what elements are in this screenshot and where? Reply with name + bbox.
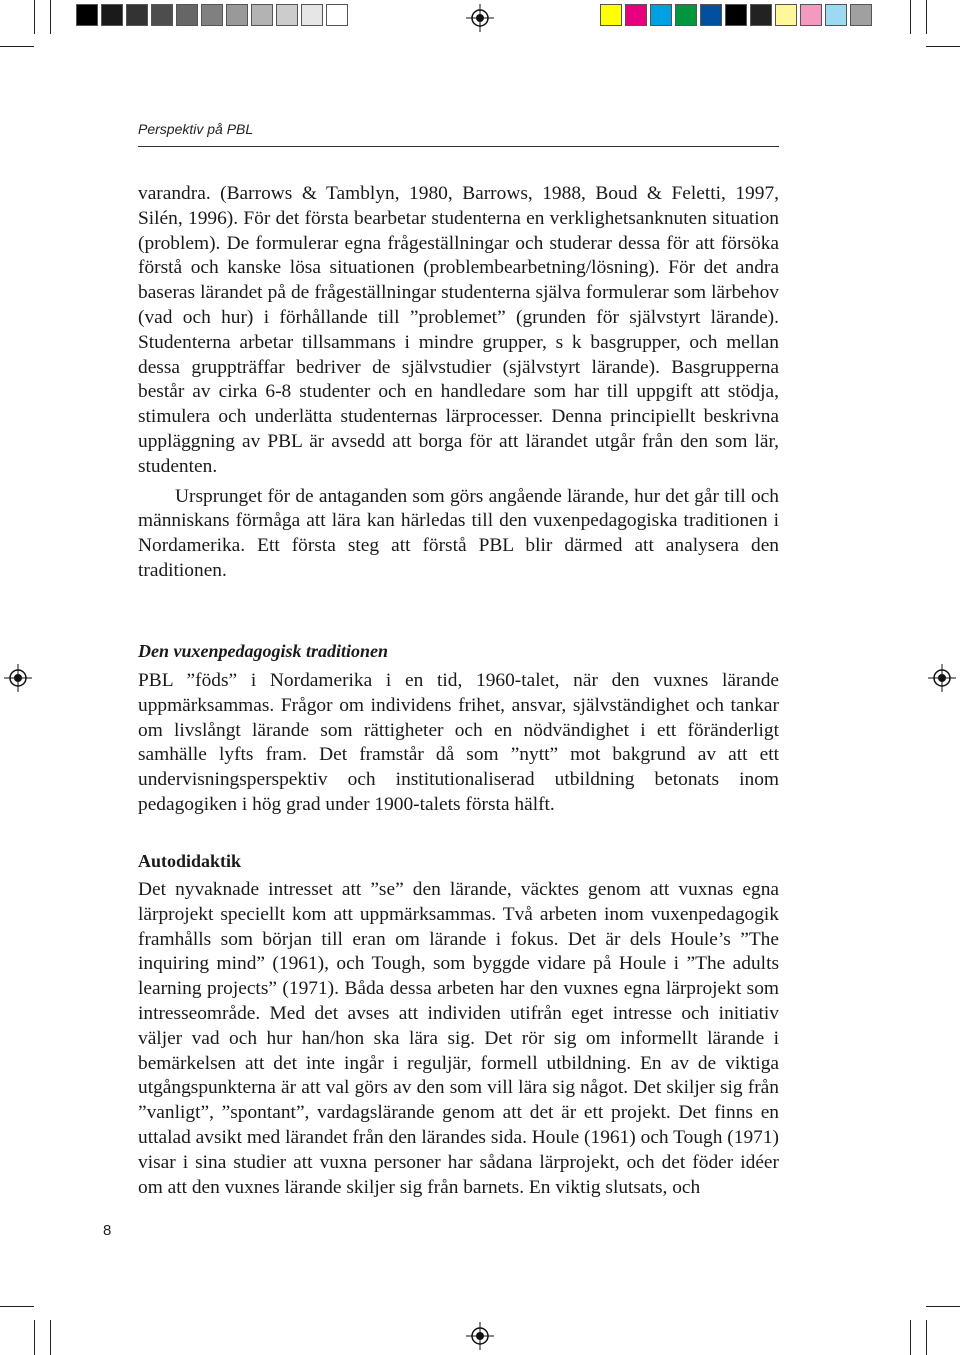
crop-mark [34, 0, 35, 34]
crop-mark [34, 1320, 35, 1355]
crop-mark [0, 46, 34, 47]
gray-swatch-bar [76, 4, 351, 26]
color-swatch [800, 4, 822, 26]
page-number: 8 [103, 1222, 112, 1239]
color-swatch [600, 4, 622, 26]
section-body-autodidaktik [138, 878, 779, 1200]
color-swatch [326, 4, 348, 26]
color-swatch [101, 4, 123, 26]
crop-mark [926, 1306, 960, 1307]
color-swatch [750, 4, 772, 26]
section-heading-vuxenpedagogisk: Den vuxenpedagogisk traditionen [138, 641, 389, 661]
color-swatch [301, 4, 323, 26]
color-swatch [625, 4, 647, 26]
registration-mark-icon [928, 664, 956, 692]
color-swatch [775, 4, 797, 26]
crop-mark [50, 1320, 51, 1355]
color-swatch [725, 4, 747, 26]
color-swatch-bar [600, 4, 875, 26]
color-swatch [151, 4, 173, 26]
crop-mark [926, 46, 960, 47]
crop-mark [0, 1306, 34, 1307]
color-swatch [201, 4, 223, 26]
color-swatch [276, 4, 298, 26]
running-head: Perspektiv på PBL [138, 121, 254, 137]
color-swatch [700, 4, 722, 26]
section-heading-autodidaktik: Autodidaktik [138, 851, 242, 871]
crop-mark [50, 0, 51, 34]
intro-text-block [138, 182, 779, 584]
color-swatch [76, 4, 98, 26]
section-paragraph: PBL ”föds” i Nordamerika i en tid, 1960-talet, när den vuxnes lärande uppmärksammas. Frågor om individens frihet, ansvar, självständighet och tankar om livslångt lärande som rättigheter och en nödvändighet i ett föränderligt samhälle lyfts fram. Det framstår då som ”nytt” mot bakgrund av att ett undervisningsperspektiv och institutionaliserad utbildning betonats inom pedagogiken i hög grad under 1900-talets första hälft. [138, 670, 779, 815]
color-swatch [675, 4, 697, 26]
registration-mark-icon [466, 4, 494, 32]
color-swatch [850, 4, 872, 26]
crop-mark [910, 0, 911, 34]
second-paragraph: Ursprunget för de antaganden som görs angående lärande, hur det går till och människans förmåga att lära kan härledas till den vuxenpedagogiska traditionen i Nordamerika. Ett första steg att förstå PBL blir därmed att analysera den traditionen. [138, 485, 779, 581]
intro-paragraph: varandra. (Barrows & Tamblyn, 1980, Barrows, 1988, Boud & Feletti, 1997, Silén, 1996). För det första bearbetar studenterna en verklighetsanknuten situation (problem). De formulerar egna frågeställningar och studerar dessa för att försöka förstå och kanske lösa situationen (problembearbetning/lösning). För det andra baseras lärandet på de frågeställningar studenterna själva formulerar som lärbehov (vad och hur) i förhållande till ”problemet” (grunden för självstyrt lärande). Studenterna arbetar tillsammans i mindre grupper, s k basgrupper, och mellan dessa gruppträffar bedriver de självstudier (självstyrt lärande). Basgrupperna består av cirka 6-8 studenter och en handledare som har till uppgift att stödja, stimulera och underlätta studenternas lärprocesser. Denna principiellt beskrivna uppläggning av PBL är avsedd att borga för att lärandet utgår från den som lär, studenten. [138, 183, 779, 477]
color-swatch [825, 4, 847, 26]
color-swatch [126, 4, 148, 26]
color-swatch [176, 4, 198, 26]
crop-mark [926, 1320, 927, 1355]
registration-mark-icon [466, 1322, 494, 1350]
color-swatch [650, 4, 672, 26]
header-rule [138, 146, 779, 147]
crop-mark [910, 1320, 911, 1355]
registration-mark-icon [4, 664, 32, 692]
section-body-vuxenpedagogisk [138, 669, 779, 818]
section-paragraph: Det nyvaknade intresset att ”se” den lärande, väcktes genom att vuxnas egna lärprojekt speciellt kom att uppmärksammas. Två arbeten inom vuxenpedagogik framhålls som början till eran om lärande i fokus. Det är dels Houle’s ”The inquiring mind” (1961), och Tough, som byggde vidare på Houle i ”The adults learning projects” (1971). Båda dessa arbeten har den vuxnes egna lärprojekt som intresseområde. Med det avses att individen utifrån eget intresse och initiativ väljer vad och hur han/hon ska lära sig. Det rör sig om informellt lärande i bemärkelsen att det inte ingår i reguljär, formell utbildning. En av de viktiga utgångspunkterna är att val görs av den som vill lära sig något. Det skiljer sig från ”vanligt”, ”spontant”, vardagslärande genom att det är ett projekt. Det finns en uttalad avsikt med lärandet från den lärandes sida. Houle (1961) och Tough (1971) visar i sina studier att vuxna personer har sådana lärprojekt, och det föder idéer om att den vuxnes lärande skiljer sig från barnets. En viktig slutsats, och [138, 879, 779, 1198]
color-swatch [226, 4, 248, 26]
crop-mark [926, 0, 927, 34]
color-swatch [251, 4, 273, 26]
